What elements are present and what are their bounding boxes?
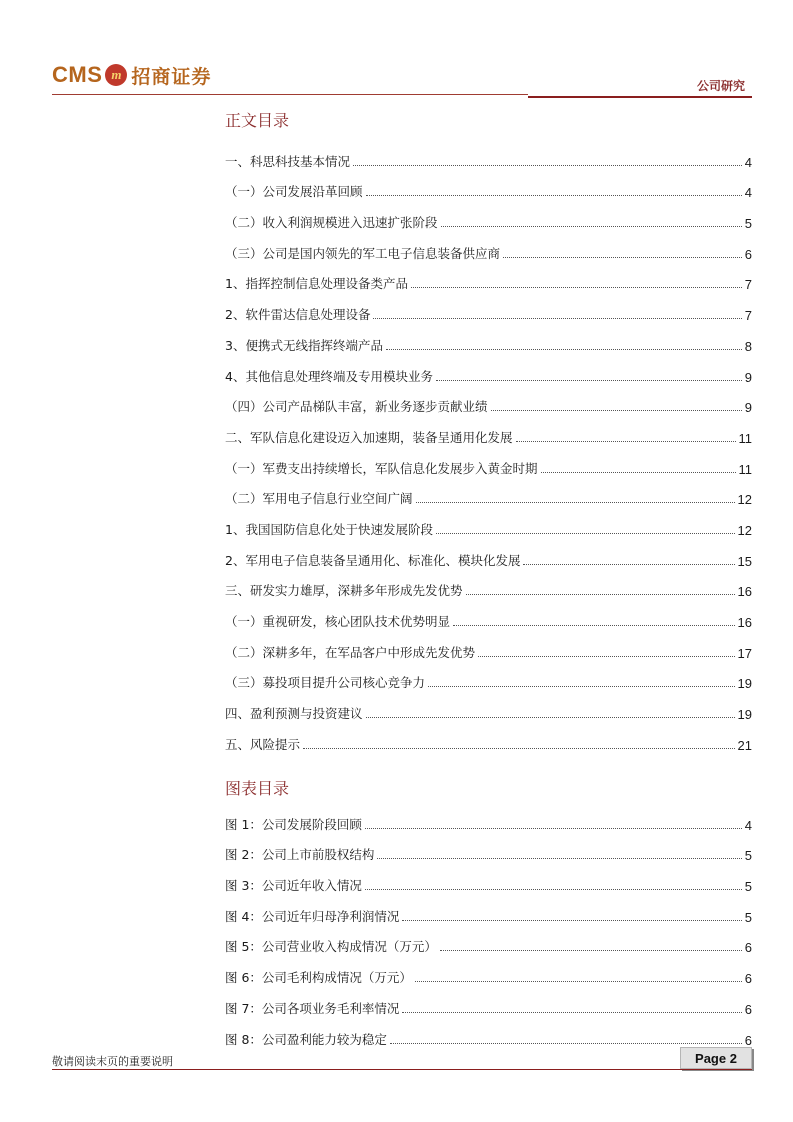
toc-entry[interactable] bbox=[225, 479, 752, 510]
dot-leader bbox=[440, 950, 742, 951]
figure-entry-page-number: 5 bbox=[744, 909, 752, 925]
figure-entry-label: 图 8：公司盈利能力较为稳定 bbox=[225, 1031, 387, 1047]
toc-entry-page-number: 11 bbox=[738, 461, 752, 477]
toc-entry-label: （二）深耕多年，在军品客户中形成先发优势 bbox=[225, 644, 476, 660]
figure-entry[interactable] bbox=[225, 927, 752, 958]
toc-entry-label: （四）公司产品梯队丰富，新业务逐步贡献业绩 bbox=[225, 399, 488, 415]
toc-entry-page-number: 9 bbox=[744, 400, 752, 416]
dot-leader bbox=[366, 717, 735, 718]
logo-cms-text: CMS bbox=[52, 62, 103, 87]
page-number-badge: Page 2 bbox=[680, 1047, 752, 1069]
toc-entry[interactable] bbox=[225, 387, 752, 418]
dot-leader bbox=[402, 920, 741, 921]
figure-entry-label: 图 1：公司发展阶段回顾 bbox=[225, 816, 362, 832]
header-divider bbox=[52, 94, 528, 95]
footer-divider bbox=[52, 1069, 752, 1070]
figure-entry-page-number: 4 bbox=[744, 817, 752, 833]
figure-entry-label: 图 3：公司近年收入情况 bbox=[225, 878, 362, 894]
footer-disclaimer: 敬请阅读末页的重要说明 bbox=[52, 1055, 173, 1068]
figure-entry-label: 图 6：公司毛利构成情况（万元） bbox=[225, 970, 412, 986]
figures-list bbox=[225, 804, 752, 1050]
logo-chinese-text: 招商证券 bbox=[131, 65, 212, 88]
dot-leader bbox=[365, 828, 742, 829]
dot-leader bbox=[353, 165, 742, 166]
toc-entry-label: 1、我国国防信息化处于快速发展阶段 bbox=[225, 521, 433, 537]
figure-entry-page-number: 6 bbox=[744, 940, 752, 956]
logo-emblem-icon: m bbox=[105, 64, 127, 86]
toc-entry[interactable] bbox=[225, 540, 752, 571]
toc-entry[interactable] bbox=[225, 325, 752, 356]
toc-entry[interactable] bbox=[225, 571, 752, 602]
toc-entry-label: （一）重视研发，核心团队技术优势明显 bbox=[225, 614, 451, 629]
toc-entry[interactable] bbox=[225, 417, 752, 448]
toc-list bbox=[225, 141, 752, 755]
figure-entry[interactable] bbox=[225, 804, 752, 835]
figure-entry[interactable] bbox=[225, 1019, 752, 1050]
toc-entry-label: 1、指挥控制信息处理设备类产品 bbox=[225, 276, 408, 292]
toc-entry-label: （二）收入利润规模进入迅速扩张阶段 bbox=[225, 215, 438, 231]
company-logo bbox=[52, 62, 211, 88]
toc-entry-label: 四、盈利预测与投资建议 bbox=[225, 706, 363, 722]
figure-entry-page-number: 6 bbox=[744, 1001, 752, 1017]
toc-entry-label: 3、便携式无线指挥终端产品 bbox=[225, 337, 383, 353]
figure-entry[interactable] bbox=[225, 957, 752, 988]
dot-leader bbox=[416, 502, 735, 503]
figure-entry-label: 图 2：公司上市前股权结构 bbox=[225, 847, 375, 863]
toc-entry-label: 2、军用电子信息装备呈通用化、标准化、模块化发展 bbox=[225, 552, 521, 568]
figure-entry-label: 图 4：公司近年归母净利润情况 bbox=[225, 908, 400, 924]
dot-leader bbox=[411, 287, 742, 288]
figure-entry[interactable] bbox=[225, 896, 752, 927]
toc-entry-page-number: 15 bbox=[737, 553, 752, 569]
toc-entry-label: （一）公司发展沿革回顾 bbox=[225, 184, 363, 200]
dot-leader bbox=[377, 858, 741, 859]
toc-entry-label: 五、风险提示 bbox=[225, 736, 301, 752]
toc-entry-page-number: 9 bbox=[744, 369, 752, 385]
toc-entry-page-number: 21 bbox=[737, 737, 752, 753]
toc-entry-label: （一）军费支出持续增长，军队信息化发展步入黄金时期 bbox=[225, 460, 538, 476]
toc-entry-page-number: 4 bbox=[744, 185, 752, 201]
dot-leader bbox=[516, 441, 736, 442]
toc-entry-page-number: 4 bbox=[744, 154, 752, 170]
toc-entry[interactable] bbox=[225, 264, 752, 295]
header-divider-accent bbox=[528, 96, 752, 98]
dot-leader bbox=[453, 625, 735, 626]
toc-entry[interactable] bbox=[225, 724, 752, 755]
toc-entry-label: （三）募投项目提升公司核心竞争力 bbox=[225, 675, 426, 691]
figure-entry[interactable] bbox=[225, 988, 752, 1019]
toc-entry-label: 一、科思科技基本情况 bbox=[225, 153, 351, 169]
figures-title: 图表目录 bbox=[225, 779, 290, 798]
toc-entry[interactable] bbox=[225, 509, 752, 540]
toc-entry-page-number: 16 bbox=[737, 615, 752, 630]
figure-entry-label: 图 5：公司营业收入构成情况（万元） bbox=[225, 939, 437, 955]
dot-leader bbox=[436, 380, 742, 381]
toc-entry-page-number: 6 bbox=[744, 246, 752, 262]
dot-leader bbox=[415, 981, 742, 982]
toc-entry[interactable] bbox=[225, 632, 752, 663]
toc-entry[interactable] bbox=[225, 693, 752, 724]
dot-leader bbox=[390, 1043, 742, 1044]
toc-entry[interactable] bbox=[225, 294, 752, 325]
page-header bbox=[0, 0, 793, 100]
dot-leader bbox=[503, 257, 742, 258]
dot-leader bbox=[428, 686, 735, 687]
toc-entry-page-number: 19 bbox=[737, 676, 752, 692]
toc-entry-page-number: 7 bbox=[744, 277, 752, 293]
toc-entry-label: 2、软件雷达信息处理设备 bbox=[225, 307, 371, 323]
toc-entry-page-number: 16 bbox=[737, 584, 752, 600]
report-type-label: 公司研究 bbox=[696, 79, 745, 93]
toc-entry-page-number: 8 bbox=[744, 338, 752, 354]
figure-entry-label: 图 7：公司各项业务毛利率情况 bbox=[225, 1000, 400, 1016]
dot-leader bbox=[402, 1012, 741, 1013]
dot-leader bbox=[303, 748, 735, 749]
figure-entry-page-number: 5 bbox=[744, 848, 752, 864]
toc-title: 正文目录 bbox=[225, 111, 290, 130]
toc-entry-page-number: 5 bbox=[744, 216, 752, 232]
toc-entry[interactable] bbox=[225, 172, 752, 203]
toc-entry[interactable] bbox=[225, 202, 752, 233]
figure-entry-page-number: 6 bbox=[744, 971, 752, 987]
toc-entry-label: 4、其他信息处理终端及专用模块业务 bbox=[225, 368, 433, 384]
toc-entry-page-number: 17 bbox=[737, 645, 752, 661]
toc-entry-page-number: 12 bbox=[737, 492, 752, 508]
toc-entry-page-number: 7 bbox=[744, 308, 752, 324]
dot-leader bbox=[386, 349, 742, 350]
toc-entry[interactable] bbox=[225, 448, 752, 479]
dot-leader bbox=[365, 889, 742, 890]
toc-entry-page-number: 12 bbox=[737, 522, 752, 538]
toc-entry[interactable] bbox=[225, 233, 752, 264]
toc-entry-label: 二、军队信息化建设迈入加速期，装备呈通用化发展 bbox=[225, 429, 513, 445]
dot-leader bbox=[466, 594, 735, 595]
dot-leader bbox=[478, 656, 735, 657]
figure-entry[interactable] bbox=[225, 835, 752, 866]
figure-entry-page-number: 6 bbox=[744, 1032, 752, 1048]
toc-entry-page-number: 11 bbox=[738, 430, 752, 446]
toc-entry-label: （二）军用电子信息行业空间广阔 bbox=[225, 491, 413, 507]
toc-entry[interactable] bbox=[225, 601, 752, 632]
toc-entry[interactable] bbox=[225, 663, 752, 694]
toc-entry-label: （三）公司是国内领先的军工电子信息装备供应商 bbox=[225, 245, 501, 261]
toc-entry[interactable] bbox=[225, 356, 752, 387]
figure-entry-page-number: 5 bbox=[744, 879, 752, 895]
dot-leader bbox=[436, 533, 735, 534]
dot-leader bbox=[491, 410, 742, 411]
figure-entry[interactable] bbox=[225, 865, 752, 896]
toc-entry-page-number: 19 bbox=[737, 707, 752, 723]
dot-leader bbox=[523, 564, 734, 565]
toc-entry-label: 三、研发实力雄厚，深耕多年形成先发优势 bbox=[225, 583, 463, 599]
dot-leader bbox=[441, 226, 742, 227]
dot-leader bbox=[373, 318, 741, 319]
dot-leader bbox=[366, 195, 742, 196]
toc-entry[interactable] bbox=[225, 141, 752, 172]
dot-leader bbox=[541, 472, 736, 473]
